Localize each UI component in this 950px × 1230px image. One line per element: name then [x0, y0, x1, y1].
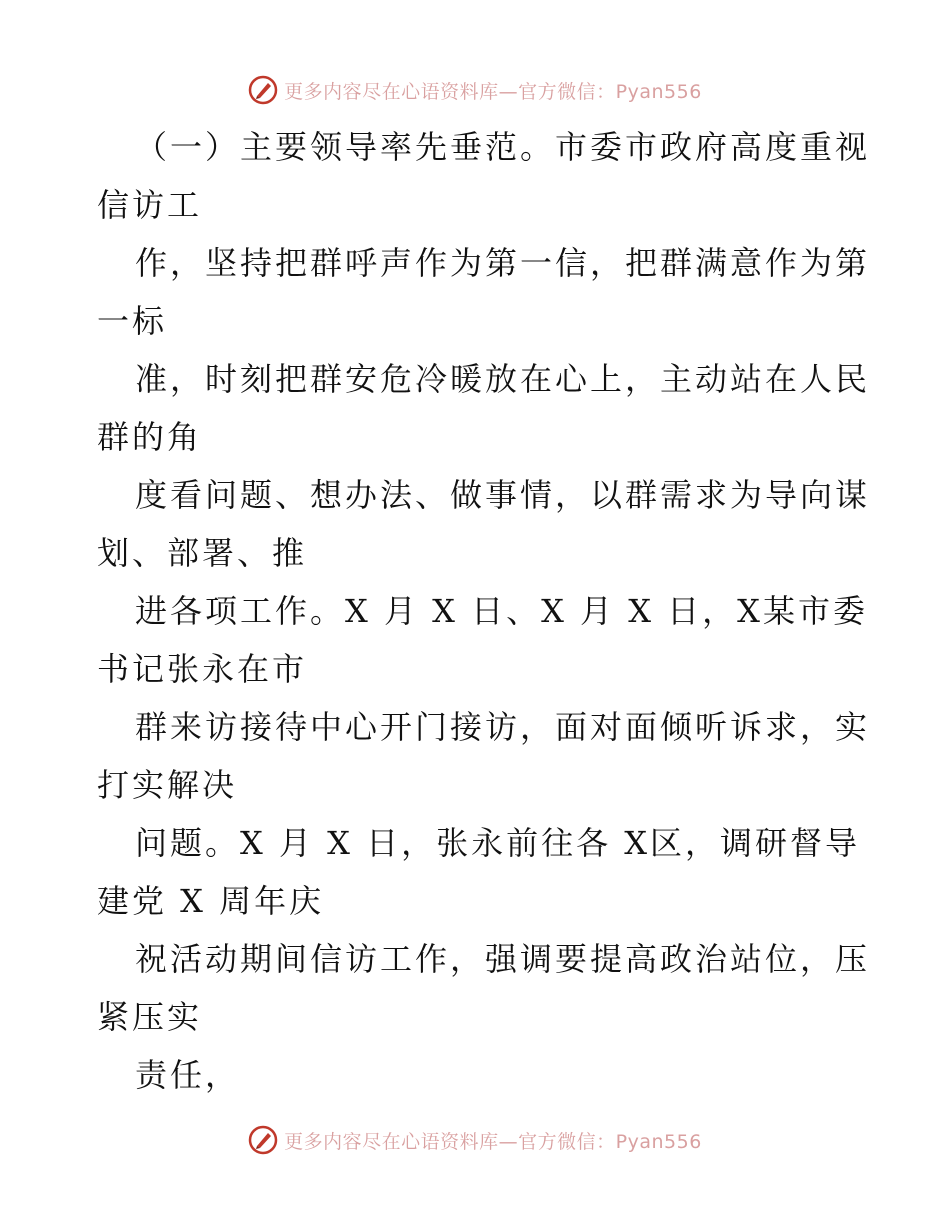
text-line: （一）主要领导率先垂范。市委市政府高度重视 [135, 128, 871, 166]
text-line: 责任， [135, 1056, 241, 1094]
text-line: 群来访接待中心开门接访，面对面倾听诉求，实 [135, 708, 871, 746]
text-line: 紧压实 [97, 998, 203, 1036]
pen-logo-icon [248, 1125, 278, 1155]
document-body [97, 118, 871, 1104]
watermark-text: 更多内容尽在心语资料库—官方微信：Pyan556 [284, 1130, 702, 1153]
text-line: 准，时刻把群安危冷暖放在心上，主动站在人民 [135, 360, 871, 398]
text-line: 问题。X 月 X 日，张永前往各 X区，调研督导 [135, 824, 861, 862]
footer-watermark [0, 1120, 950, 1160]
text-line: 信访工 [97, 186, 203, 224]
text-line: 度看问题、想办法、做事情，以群需求为导向谋 [135, 476, 871, 514]
text-line: 作，坚持把群呼声作为第一信，把群满意作为第 [135, 244, 871, 282]
watermark-text: 更多内容尽在心语资料库—官方微信：Pyan556 [284, 80, 702, 103]
text-line: 建党 X 周年庆 [97, 882, 325, 920]
pen-logo-icon [248, 75, 278, 105]
text-line: 群的角 [97, 418, 203, 456]
header-watermark [0, 70, 950, 110]
text-line: 书记张永在市 [97, 650, 308, 688]
text-line: 一标 [97, 302, 168, 340]
text-line: 打实解决 [97, 766, 238, 804]
text-line: 划、部署、推 [97, 534, 308, 572]
text-line: 祝活动期间信访工作，强调要提高政治站位，压 [135, 940, 871, 978]
text-line: 进各项工作。X 月 X 日、X 月 X 日，X某市委 [135, 592, 868, 630]
